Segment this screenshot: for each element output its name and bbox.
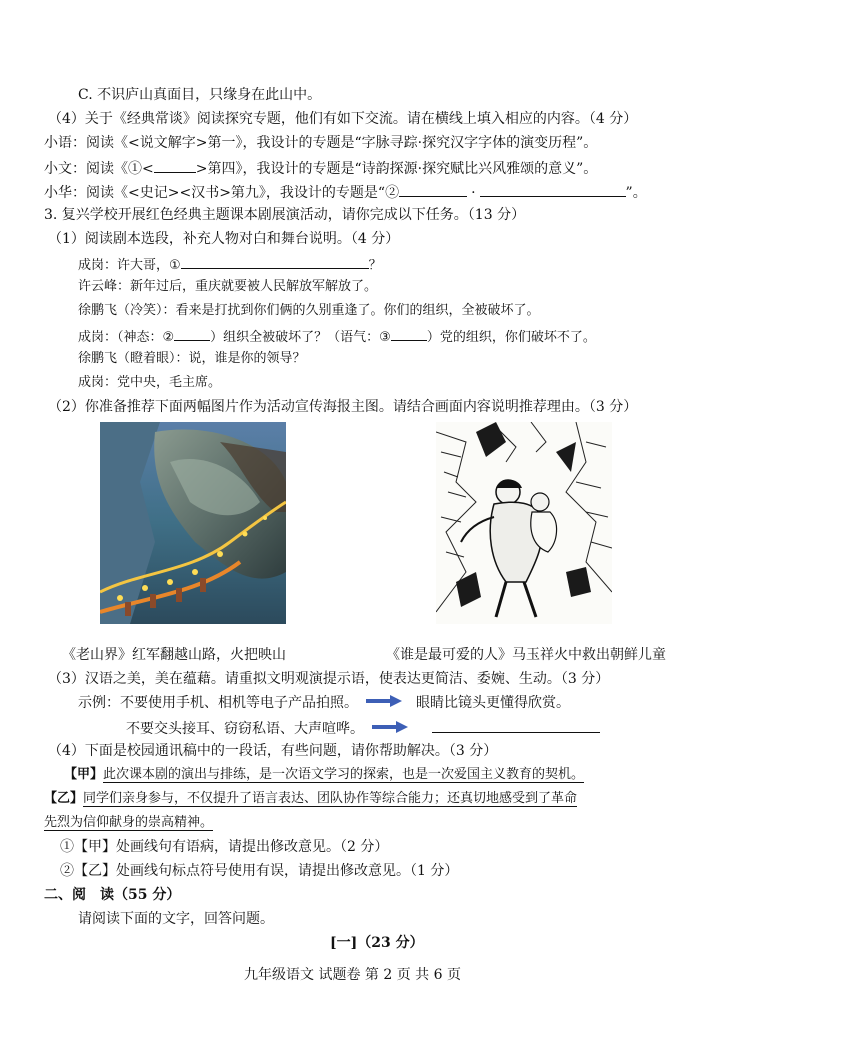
example-row bbox=[78, 694, 570, 712]
script-blank-2[interactable] bbox=[174, 326, 210, 341]
script1-a: 成岗：许大哥，① bbox=[78, 258, 181, 273]
xiaowen-line bbox=[44, 158, 597, 178]
task-row bbox=[126, 718, 600, 738]
answer-blank-2b[interactable] bbox=[480, 182, 626, 197]
q3-sub2: （2）你准备推荐下面两幅图片作为活动宣传海报主图。请结合画面内容说明推荐理由。（3 分） bbox=[48, 399, 638, 415]
jia-line bbox=[64, 766, 584, 784]
laoshanjie-painting bbox=[100, 422, 286, 624]
q4-item-2: ②【乙】处画线句标点符号使用有误，请提出修改意见。（1 分） bbox=[60, 863, 459, 879]
xiaowen-text-b: >第四》，我设计的专题是“诗韵探源·探究赋比兴风雅颂的意义”。 bbox=[195, 161, 598, 177]
script-line-2: 许云峰：新年过后，重庆就要被人民解放军解放了。 bbox=[78, 279, 378, 294]
xiaoyu-line: 小语：阅读《<说文解字>第一》，我设计的专题是“字脉寻踪·探究汉字字体的演变历程”。 bbox=[44, 135, 598, 151]
script-line-4 bbox=[78, 326, 596, 347]
script-line-5: 徐鹏飞（瞪着眼）：说，谁是你的领导？ bbox=[78, 351, 306, 366]
q3-stem: 3. 复兴学校开展红色经典主题课本剧展演活动，请你完成以下任务。（13 分） bbox=[44, 207, 526, 223]
yi-text-2: 先烈为信仰献身的崇高精神。 bbox=[44, 815, 214, 830]
rescue-line-drawing bbox=[436, 422, 612, 624]
jia-tag: 【甲】 bbox=[64, 767, 104, 782]
q3-sub3: （3）汉语之美，美在蕴藉。请重拟文明观演提示语，使表达更简洁、委婉、生动。（3 分） bbox=[48, 671, 610, 687]
xiaowen-text-a: 小文：阅读《①< bbox=[44, 161, 154, 177]
xiaohua-dot: · bbox=[471, 185, 476, 201]
script-blank-1[interactable] bbox=[181, 254, 369, 269]
yi-line-2 bbox=[44, 814, 213, 832]
script4-c: ）党的组织，你们破坏不了。 bbox=[426, 330, 596, 345]
q2-4-stem: （4）关于《经典常谈》阅读探究专题，他们有如下交流。请在横线上填入相应的内容。（4 分） bbox=[48, 111, 638, 127]
q3-sub1: （1）阅读剧本选段，补充人物对白和舞台说明。（4 分） bbox=[48, 231, 400, 247]
script-line-6: 成岗：党中央，毛主席。 bbox=[78, 375, 222, 390]
xiaohua-end: ”。 bbox=[625, 185, 647, 201]
yi-line-1 bbox=[44, 790, 577, 808]
script-line-1 bbox=[78, 254, 382, 275]
yi-tag: 【乙】 bbox=[44, 791, 84, 806]
script-blank-3[interactable] bbox=[391, 326, 427, 341]
part-1-title: [一]（23 分） bbox=[330, 935, 424, 951]
caption-left: 《老山界》红军翻越山路，火把映山 bbox=[62, 647, 286, 663]
option-c: C. 不识庐山真面目，只缘身在此山中。 bbox=[78, 87, 322, 103]
xiaohua-text-a: 小华：阅读《<史记><汉书>第九》，我设计的专题是“② bbox=[44, 185, 400, 201]
script1-b: ？ bbox=[368, 258, 382, 273]
answer-blank-2a[interactable] bbox=[399, 182, 467, 197]
q4-item-1: ①【甲】处画线句有语病，请提出修改意见。（2 分） bbox=[60, 839, 389, 855]
page-footer: 九年级语文 试题卷 第 2 页 共 6 页 bbox=[244, 967, 461, 983]
answer-blank-1[interactable] bbox=[154, 158, 196, 173]
script4-b: ）组织全被破坏了？（语气：③ bbox=[210, 330, 391, 345]
task-text: 不要交头接耳、窃窃私语、大声喧哗。 bbox=[126, 721, 364, 737]
caption-right: 《谁是最可爱的人》马玉祥火中救出朝鲜儿童 bbox=[386, 647, 666, 663]
q3-sub4: （4）下面是校园通讯稿中的一段话，有些问题，请你帮助解决。（3 分） bbox=[48, 743, 498, 759]
arrow-right-icon bbox=[372, 720, 408, 738]
jia-text: 此次课本剧的演出与排练，是一次语文学习的探索，也是一次爱国主义教育的契机。 bbox=[103, 767, 585, 782]
script-line-3: 徐鹏飞（冷笑）：看来是打扰到你们俩的久别重逢了。你们的组织，全被破坏了。 bbox=[78, 303, 540, 318]
script4-a: 成岗：（神态：② bbox=[78, 330, 175, 345]
example-answer: 眼睛比镜头更懂得欣赏。 bbox=[416, 695, 570, 711]
answer-blank-slogan[interactable] bbox=[432, 718, 600, 733]
yi-text-1: 同学们亲身参与，不仅提升了语言表达、团队协作等综合能力；还真切地感受到了革命 bbox=[83, 791, 578, 806]
section-2-title: 二、阅 读（55 分） bbox=[44, 887, 181, 903]
arrow-right-icon bbox=[366, 694, 402, 712]
example-label: 示例：不要使用手机、相机等电子产品拍照。 bbox=[78, 695, 358, 711]
section-2-intro: 请阅读下面的文字，回答问题。 bbox=[78, 911, 274, 927]
xiaohua-line bbox=[44, 182, 647, 202]
